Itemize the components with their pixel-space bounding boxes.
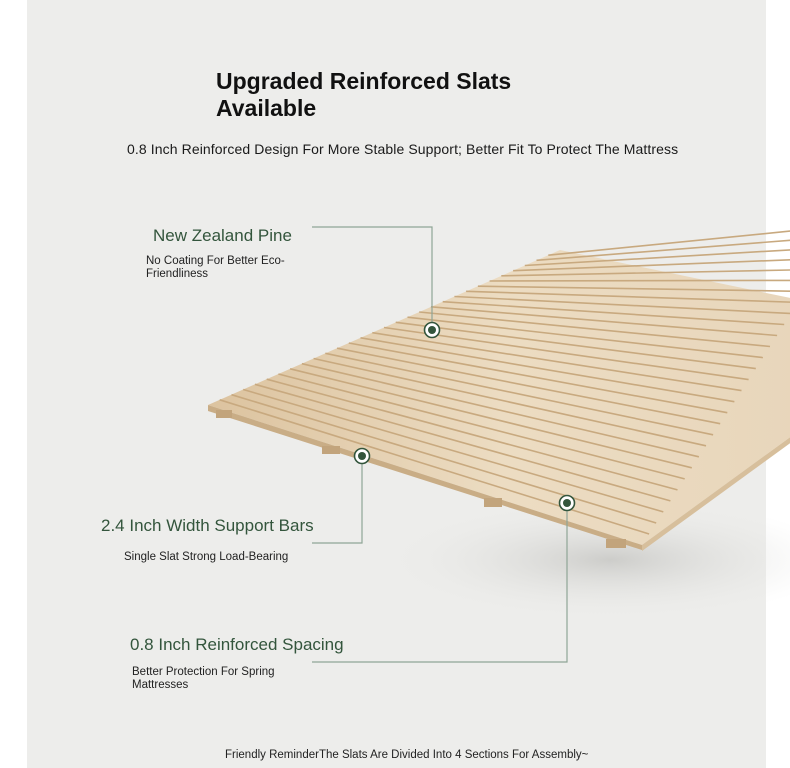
page-subtitle: 0.8 Inch Reinforced Design For More Stable Support; Better Fit To Protect The Mattress [127,141,679,157]
support-foot [606,539,626,548]
support-foot [216,410,232,418]
callout-marker-pine[interactable] [425,323,440,338]
page-title: Upgraded Reinforced Slats Available [216,68,512,121]
feature-title-support: 2.4 Inch Width Support Bars [101,516,314,535]
feature-desc-support: Single Slat Strong Load-Bearing [124,551,289,563]
feature-title-spacing: 0.8 Inch Reinforced Spacing [130,635,344,654]
callout-marker-support[interactable] [355,449,370,464]
callout-marker-spacing[interactable] [560,496,575,511]
support-foot [484,498,502,507]
callout-line-support [312,464,362,543]
support-foot [322,446,340,454]
assembly-reminder: Friendly ReminderThe Slats Are Divided Into 4 Sections For Assembly~ [225,749,589,761]
feature-desc-spacing: Better Protection For Spring Mattresses [132,666,275,691]
slat-groove [490,280,790,281]
feature-title-pine: New Zealand Pine [153,226,292,245]
callout-line-pine [312,227,432,322]
feature-desc-pine: No Coating For Better Eco-Friendliness [146,255,285,280]
